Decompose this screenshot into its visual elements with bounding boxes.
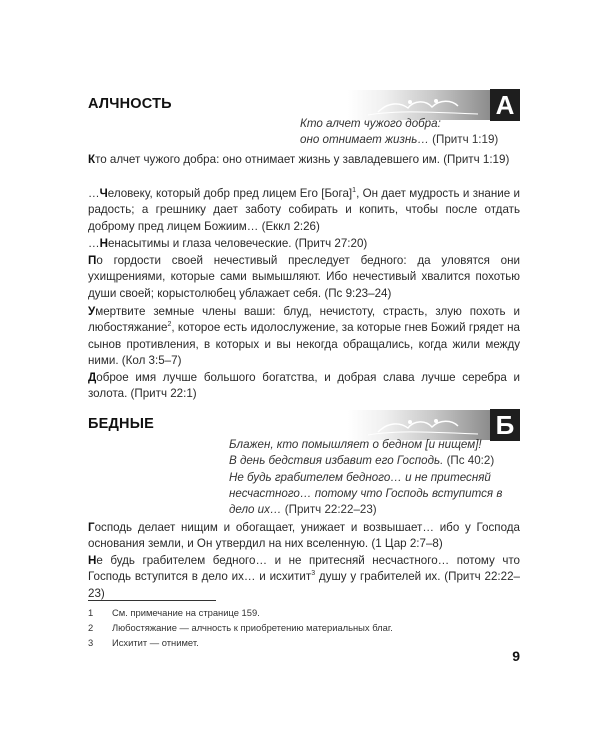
epigraph-line: дело их… (Притч 22:22–23) [229,503,377,517]
verse-paragraph: Доброе имя лучше большого богатства, и добрая слава лучше серебра и золота. (Притч 22:1) [88,371,520,401]
page-number: 9 [512,648,520,664]
ornament-banner [348,410,490,440]
verse-paragraph: Умертвите земные члены ваши: блуд, нечистоту, страсть, злую похоть и любостяжание$^2$, которое есть идолослужение, за которые гнев Божий грядет на сынов противления, в которых и вы некогда обращались, когда жили между ними. (Кол 3:5–7) [88,305,520,367]
epigraph [300,116,498,149]
epigraph [229,437,502,518]
section-letter: Б [490,409,520,441]
footnote: 2 Любостяжание — алчность к приобретению материальных благ. [88,622,393,633]
footnote: 3 Исхитит — отнимет. [88,637,199,648]
verse-paragraph: …Человеку, который добр пред лицем Его [Бога]$^1$, Он дает мудрость и знание и радость; а грешнику дает заботу собирать и копить, чтобы после отдать доброму пред лицем Божиим… (Еккл 2:26) [88,187,520,233]
verse-paragraph: Кто алчет чужого добра: оно отнимает жизнь у завладевшего им. (Притч 1:19) [88,153,510,166]
section-title: АЛЧНОСТЬ [88,96,172,112]
epigraph-line: Не будь грабителем бедного… и не притесняй [229,470,491,484]
epigraph-line: оно отнимает жизнь… (Притч 1:19) [300,133,499,147]
footnote-divider [88,600,216,601]
verse-paragraph: …Ненасытимы и глаза человеческие. (Притч 27:20) [88,237,368,250]
epigraph-line: В день бедствия избавит его Господь. (Пс 40:2) [229,454,495,468]
ornament-icon [348,410,490,440]
verse-paragraph: По гордости своей нечестивый преследует бедного: да уловятся они ухищрениями, которые сами вымышляют. Ибо нечестивый хвалится похотью души своей; корыстолюбец ублажает себя. (Пс 9:23–24) [88,254,520,300]
verse-paragraph: Господь делает нищим и обогащает, унижает и возвышает… ибо у Господа основания земли, и Он утвердил на них вселенную. (1 Цар 2:7–8) [88,521,520,551]
epigraph-line: Кто алчет чужого добра: [300,117,441,130]
verse-paragraph: Не будь грабителем бедного… и не притесняй несчастного… потому что Господь вступится в дело их… и исхитит$^3$ душу у грабителей их. (Притч 22:22–23) [88,554,520,600]
section-header-poor [88,410,520,440]
epigraph-line: Блажен, кто помышляет о бедном [и нищем]! [229,438,482,451]
footnote: 1 См. примечание на странице 159. [88,607,260,618]
section-letter: А [490,89,520,121]
section-title: БЕДНЫЕ [88,416,154,432]
epigraph-line: несчастного… потому что Господь вступится в [229,486,503,500]
